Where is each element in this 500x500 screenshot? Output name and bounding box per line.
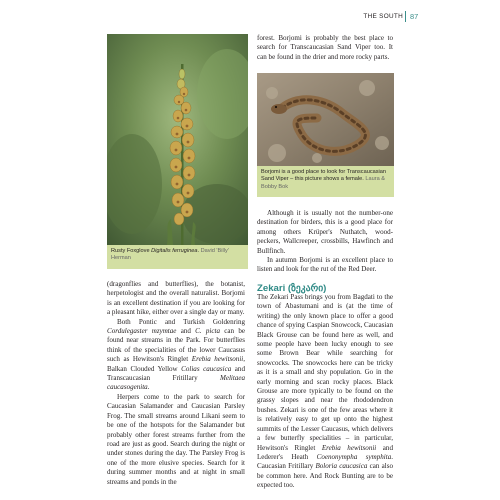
paragraph: In autumn Borjomi is an excellent place to listen and look for the rut of the Red Deer. (257, 256, 393, 274)
latin-name: Cordulegaster mzymtae (107, 327, 177, 336)
photo-credit: David 'Billy' Herman (111, 248, 229, 262)
text-run: and Transcaucasian Fritillary (107, 364, 245, 383)
paragraph: Herpers come to the park to search for Caucasian Salamander and Caucasian Parsley Frog. The small streams around Likani seem to be one of the hotspots for the Salamander but probably other forest streams further from the road are just as good. Search during the night or under stones during the day. The Parsley Frog is one of the more elusive species. Search for it during summer months and at night in small streams and ponds in the (107, 392, 245, 486)
latin-name: Boloria caucasica (315, 462, 368, 471)
caption-text: Borjomi is a good place to look for Transcaucasian Sand Viper – this picture shows a female. (261, 169, 386, 183)
paragraph (107, 318, 245, 393)
viper-caption (257, 166, 394, 197)
section-heading: Zekari (ზეკარი) (257, 283, 327, 294)
text-run: . Caucasian Fritillary (257, 452, 393, 471)
latin-name: Coenonympha symphita (316, 452, 392, 461)
latin-name: Melitaea caucasogenita (107, 374, 245, 392)
text-run: can be found near streams in the Park. For butterflies think of the specialities of the lower Caucasus such as Hewitson's Ringlet (107, 327, 245, 364)
right-column-top-text (257, 34, 393, 62)
left-column-bottom-text (107, 280, 245, 487)
text-run: . (147, 383, 150, 392)
text-run: The Zekari Pass brings you from Bagdati to the town of Abastumani and is (at the time of writing) the only known place to offer a good chance of spying Caspian Snowcock, Caucasian Black Grouse can be found here as well, and some people have been lucky enough to see some Brown Bear while searching for snowcocks. The snowcocks here can be tricky as it is a small and shy population. Go in the early morning and scan rocky places. Black Grouse are more typically to be found on the grassy slopes and near the rhododendron bushes. Zekari is one of the few areas where it is relatively easy to get up onto the highest summits of the Lesser Caucasus, which delivers a few butterfly specialities – in particular, Hewitson's Ringlet (257, 293, 393, 452)
latin-name: Erebia hewitsonii (191, 355, 244, 364)
photo-credit: Laura & Bobby Bok (261, 176, 385, 190)
latin-name: Erebia hewitsonii (321, 443, 377, 452)
right-column-mid-text (257, 209, 393, 275)
paragraph: forest. Borjomi is probably the best place to search for Transcaucasian Sand Viper too. It can be found in the drier and more rocky parts. (257, 34, 393, 61)
paragraph (257, 293, 393, 491)
latin-name: Colias caucasica (181, 364, 232, 373)
text-run: and (180, 327, 191, 336)
paragraph: (dragonflies and butterflies), the botanist, herpetologist and the overall naturalist. Borjomi is an excellent destination if you are looking for a pleasant hike, either over a single day or many. (107, 280, 245, 317)
text-run: , Balkan Clouded Yellow (107, 355, 246, 373)
folio-divider (405, 11, 406, 22)
right-column-bottom-text (257, 293, 393, 491)
running-head: THE SOUTH (363, 13, 403, 20)
text-run: and Lederer's Heath (257, 443, 393, 461)
page-number: 87 (410, 12, 419, 21)
viper-photo (257, 73, 394, 166)
foxglove-caption: Rusty Foxglove Digitalis ferruginea. David 'Billy' Herman (107, 245, 248, 269)
paragraph: Although it is usually not the number-one destination for birders, this is a good place for among others Krüper's Nuthatch, wood-peckers, Wallcreeper, crossbills, Hawfinch and Bullfinch. (257, 209, 393, 255)
caption-latin-name: Digitalis ferruginea (151, 248, 198, 254)
foxglove-photo (107, 34, 248, 245)
text-run: can also be common here. And Rock Bunting are to be expected too. (257, 462, 393, 490)
caption-common-name: Rusty Foxglove (111, 248, 150, 254)
text-run: Both Pontic and Turkish Goldenring (117, 317, 245, 326)
latin-name: C. picta (195, 327, 220, 336)
